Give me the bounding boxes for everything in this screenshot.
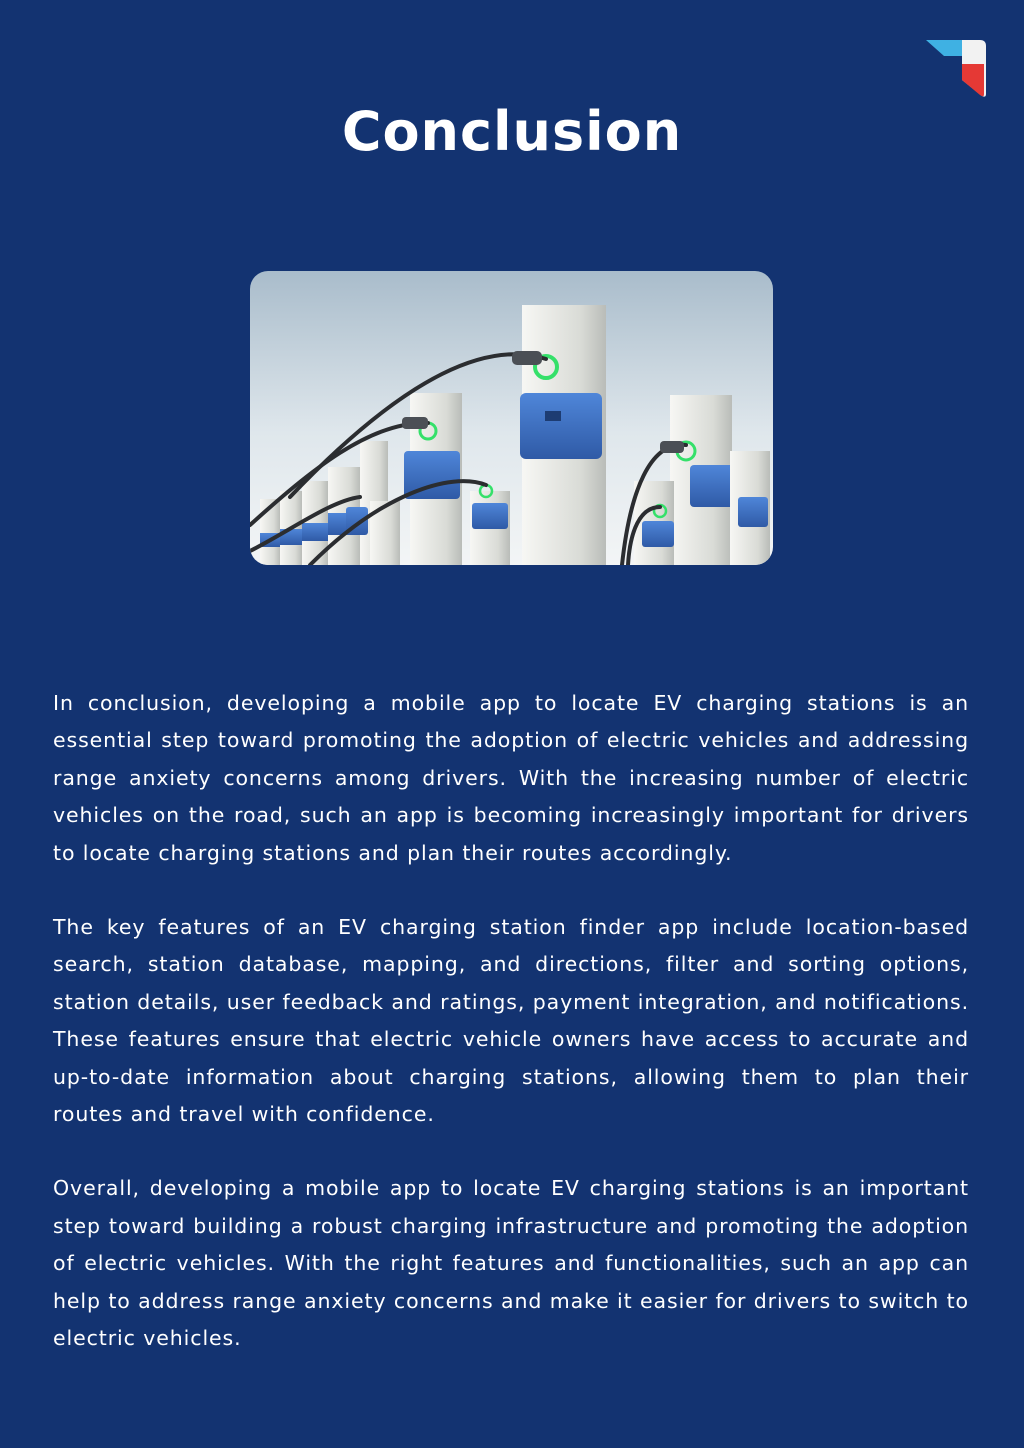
- paragraph-3: Overall, developing a mobile app to locate EV charging stations is an important step toward building a robust charging infrastructure and promoting the adoption of electric vehicles. With the right features and functionalities, such an app can help to address range anxiety concerns and make it easier for drivers to switch to electric vehicles.: [53, 1176, 969, 1351]
- page-title: Conclusion: [341, 100, 683, 163]
- brand-logo-icon: [922, 36, 990, 100]
- conclusion-body: [53, 685, 969, 1395]
- paragraph-1: In conclusion, developing a mobile app to locate EV charging stations is an essential step toward promoting the adoption of electric vehicles and addressing range anxiety concerns among drivers. With the increasing number of electric vehicles on the road, such an app is becoming increasingly important for drivers to locate charging stations and plan their routes accordingly.: [53, 691, 969, 865]
- paragraph-2: The key features of an EV charging station finder app include location-based search, station database, mapping, and directions, filter and sorting options, station details, user feedback and ratings, payment integration, and notifications. These features ensure that electric vehicle owners have access to accurate and up-to-date information about charging stations, allowing them to plan their routes and travel with confidence.: [53, 915, 969, 1127]
- ev-charging-stations-photo: [250, 271, 773, 565]
